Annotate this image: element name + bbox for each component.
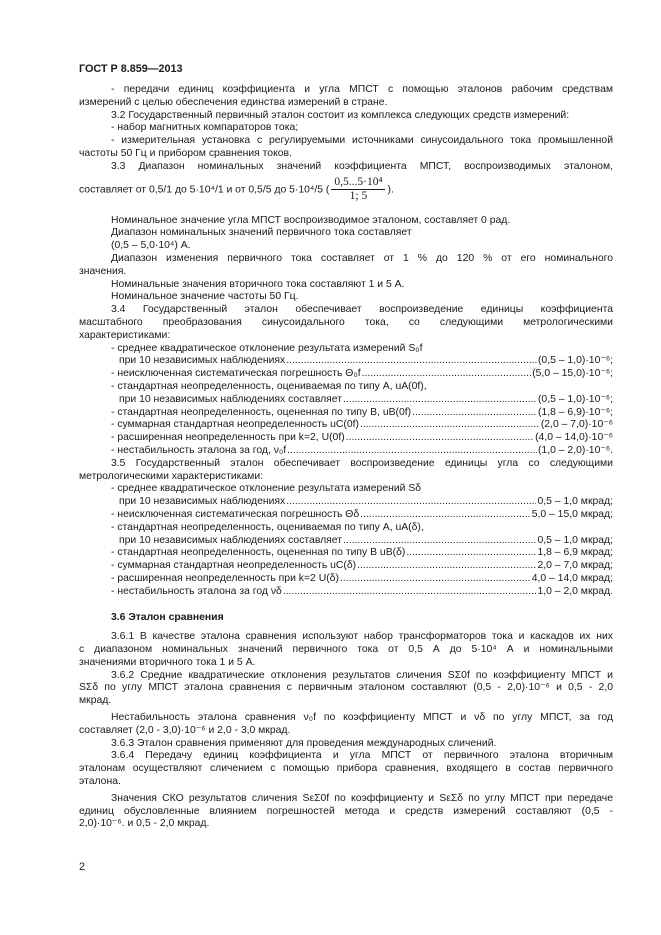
list-item-label: - неисключенная систематическая погрешность Θδ	[111, 508, 360, 520]
paragraph-3-4-line1: 3.4 Государственный эталон обеспечивает воспроизведение единицы коэффициента	[111, 304, 613, 316]
paragraph-sko-line1: Значения СКО результатов сличения SεΣ0f по коэффициенту и SεΣδ по углу МПСТ при передаче	[111, 792, 613, 804]
list-item-value: (0,5 – 1,0)·10⁻⁶;	[537, 393, 613, 405]
list-item-leader	[79, 509, 613, 522]
list-item-leader	[79, 355, 613, 368]
list-item-label: - расширенная неопределенность при k=2, U(0f)	[111, 432, 345, 444]
paragraph-3-6-1-line3: значениями вторичного тока 1 и 5 А.	[79, 656, 256, 668]
leader-dots	[343, 394, 537, 407]
list-item-label: - нестабильность эталона за год, ν₀f	[111, 444, 287, 456]
paragraph-range-value: (0,5 – 5,0·10⁴) А.	[111, 240, 191, 252]
list-item-value: (0,5 – 1,0)·10⁻⁶;	[537, 355, 613, 367]
list-item-leader	[79, 368, 613, 381]
paragraph-angle: Номинальное значение угла МПСТ воспроизводимое эталоном, составляет 0 рад.	[111, 214, 511, 226]
paragraph-3-6-4-line3: эталона.	[79, 776, 121, 788]
paragraph-3-2: 3.2 Государственный первичный эталон состоит из комплекса следующих средств измерений:	[111, 109, 570, 121]
list-item-label: - суммарная стандартная неопределенность uC(0f)	[111, 419, 359, 431]
leader-dots	[343, 535, 536, 548]
paragraph-3-6-2-line1: 3.6.2 Средние квадратические отклонения результатов сличения SΣ0f по коэффициенту МПСТ и	[111, 669, 613, 681]
leader-dots	[286, 355, 537, 368]
paragraph-change-line1: Диапазон изменения первичного тока составляет от 1 % до 120 % от его номинального	[111, 252, 613, 264]
leader-dots	[340, 573, 531, 586]
leader-dots	[362, 368, 532, 381]
document-header: ГОСТ Р 8.859—2013	[79, 63, 183, 75]
list-item-installation-line1: - измерительная установка с регулируемыми источниками синусоидального тока промышленной	[111, 135, 613, 147]
paragraph-instability-line2: составляет (2,0 - 3,0)·10⁻⁶ и 2,0 - 3,0 мкрад.	[79, 724, 291, 736]
ratio-fraction	[331, 176, 385, 203]
list-item-label: при 10 независимых наблюдениях	[119, 355, 286, 367]
paragraph-transfer-line2: измерений с целью обеспечения единства измерений в стране.	[79, 96, 388, 108]
list-item-value: (2,0 – 7,0)·10⁻⁶	[540, 419, 613, 431]
list-item-leader	[79, 407, 613, 420]
list-item-label: при 10 независимых наблюдениях составляет	[119, 393, 342, 405]
fraction-numerator: 0,5...5·10⁴	[331, 176, 385, 190]
list-item-label: - расширенная неопределенность при k=2 U(δ)	[111, 572, 339, 584]
paragraph-3-3-line1: 3.3 Диапазон номинальных значений коэффициента МПСТ, воспроизводимых эталоном,	[111, 160, 613, 172]
list-item-leader	[79, 432, 613, 445]
list-item-value: (5,0 – 15,0)·10⁻⁶;	[532, 368, 613, 380]
leader-dots	[357, 560, 536, 573]
list-item-comparators: - набор магнитных компараторов тока;	[111, 122, 299, 134]
list-item-label: при 10 независимых наблюдениях составляет	[119, 534, 342, 546]
paragraph-instability-line1: Нестабильность эталона сравнения ν₀f по коэффициенту МПСТ и νδ по углу МПСТ, за год	[111, 712, 613, 724]
list-item-leader	[79, 419, 613, 432]
list-item-line: - стандартная неопределенность, оцениваемая по типу А, uA(δ),	[111, 521, 424, 533]
leader-dots	[346, 432, 534, 445]
paragraph-range-title: Диапазон номинальных значений первичного тока составляет	[111, 227, 412, 239]
paragraph-3-6-4-line1: 3.6.4 Передачу единиц коэффициента и угла МПСТ от первичного эталона вторичным	[111, 750, 613, 762]
paragraph-sko-line2: единиц обусловленные влиянием погрешностей метода и средств измерений составляют (0,5 -	[79, 805, 613, 817]
list-item-value: 4,0 – 14,0 мкрад;	[531, 572, 613, 584]
fraction-denominator: 1; 5	[349, 189, 368, 202]
leader-dots	[286, 496, 536, 509]
list-item-label: - нестабильность эталона за год νδ	[111, 585, 282, 597]
paragraph-3-4-line2: масштабного преобразования синусоидального тока, со следующими метрологическими	[79, 316, 613, 328]
characteristics-list-coefficient	[79, 343, 613, 458]
paragraph-3-5-line1: 3.5 Государственный эталон обеспечивает воспроизведение единицы угла со следующими	[111, 457, 613, 469]
paragraph-change-line2: значения.	[79, 265, 127, 277]
paragraph-3-6-3: 3.6.3 Эталон сравнения применяют для проведения международных сличений.	[111, 737, 497, 749]
list-item-line: - среднее квадратическое отклонение результата измерений S₀f	[111, 342, 423, 354]
spacer	[79, 203, 613, 215]
list-item-leader	[79, 573, 613, 586]
list-item-leader	[79, 535, 613, 548]
paragraph-3-6-2-line3: мкрад.	[79, 695, 112, 707]
list-item-leader	[79, 547, 613, 560]
characteristics-list-angle	[79, 483, 613, 598]
list-item-leader	[79, 586, 613, 599]
paragraph-3-3-text: составляет от 0,5/1 до 5·10⁴/1 и от 0,5/5 до 5·10⁴/5 (	[79, 183, 330, 195]
leader-dots	[406, 547, 536, 560]
list-item-label: - суммарная стандартная неопределенность uC(δ)	[111, 560, 357, 572]
list-item-label: при 10 независимых наблюдениях	[119, 496, 286, 508]
paragraph-3-3-line2	[79, 176, 613, 203]
list-item-leader	[79, 560, 613, 573]
paragraph-3-6-2-line2: SΣδ по углу МПСТ эталона сравнения с первичным эталоном составляют (0,5 - 2,0)·10⁻⁶ и 0,5 - 2,0	[79, 682, 613, 694]
list-item-label: - стандартная неопределенность, оцененная по типу В, uB(0f)	[111, 406, 412, 418]
list-item-line: - стандартная неопределенность, оцениваемая по типу А, uA(0f),	[111, 380, 427, 392]
list-item-leader	[79, 496, 613, 509]
list-item-label: - неисключенная систематическая погрешность Θ₀f	[111, 368, 361, 380]
paragraph-3-4-line3: характеристиками:	[79, 329, 171, 341]
list-item-value: (4,0 – 14,0)·10⁻⁶	[535, 432, 613, 444]
page-number: 2	[79, 861, 86, 873]
leader-dots	[283, 586, 537, 599]
list-item-leader	[79, 445, 613, 458]
list-item-value: (1,8 – 6,9)·10⁻⁶;	[537, 406, 613, 418]
leader-dots	[360, 419, 540, 432]
leader-dots	[287, 445, 537, 458]
paragraph-transfer-line1: - передачи единиц коэффициента и угла МПСТ с помощью эталонов рабочим средствам	[111, 84, 613, 95]
list-item-value: 2,0 – 7,0 мкрад;	[537, 560, 613, 572]
list-item-value: 1,8 – 6,9 мкрад;	[537, 547, 613, 559]
list-item-value: 5,0 – 15,0 мкрад;	[531, 508, 613, 520]
paragraph-3-6-4-line2: эталонам осуществляют сличением с помощью прибора сравнения, входящего в состав первичного	[79, 763, 613, 775]
section-heading-3-6: 3.6 Эталон сравнения	[111, 612, 224, 624]
paragraph-sko-line3: 2,0)·10⁻⁶. и 0,5 - 2,0 мкрад.	[79, 818, 210, 830]
list-item-value: (1,0 – 2,0)·10⁻⁶.	[537, 444, 613, 456]
paragraph-3-5-line2: метрологическими характеристиками:	[79, 470, 264, 482]
list-item-leader	[79, 394, 613, 407]
list-item-installation-line2: частоты 50 Гц и прибором сравнения токов.	[79, 147, 292, 159]
paragraph-frequency: Номинальное значение частоты 50 Гц.	[111, 291, 299, 303]
paragraph-3-6-1-line1: 3.6.1 В качестве эталона сравнения используют набор трансформаторов тока и каскадов их них	[111, 631, 613, 643]
paragraph-3-3-end: ).	[387, 183, 394, 195]
list-item-value: 1,0 – 2,0 мкрад.	[537, 585, 613, 597]
list-item-label: - стандартная неопределенность, оцененная по типу В uB(δ)	[111, 547, 406, 559]
list-item-value: 0,5 – 1,0 мкрад;	[537, 534, 613, 546]
list-item-value: 0,5 – 1,0 мкрад;	[537, 496, 613, 508]
list-item-line: - среднее квадратическое отклонение результата измерений Sδ	[111, 483, 422, 495]
leader-dots	[360, 509, 531, 522]
paragraph-3-6-1-line2: с диапазоном номинальных значений первичного тока от 0,5 А до 5·10⁴ А и номинальными	[79, 644, 613, 656]
document-body	[79, 84, 613, 831]
leader-dots	[412, 407, 537, 420]
paragraph-secondary-current: Номинальные значения вторичного тока составляют 1 и 5 А.	[111, 278, 405, 290]
